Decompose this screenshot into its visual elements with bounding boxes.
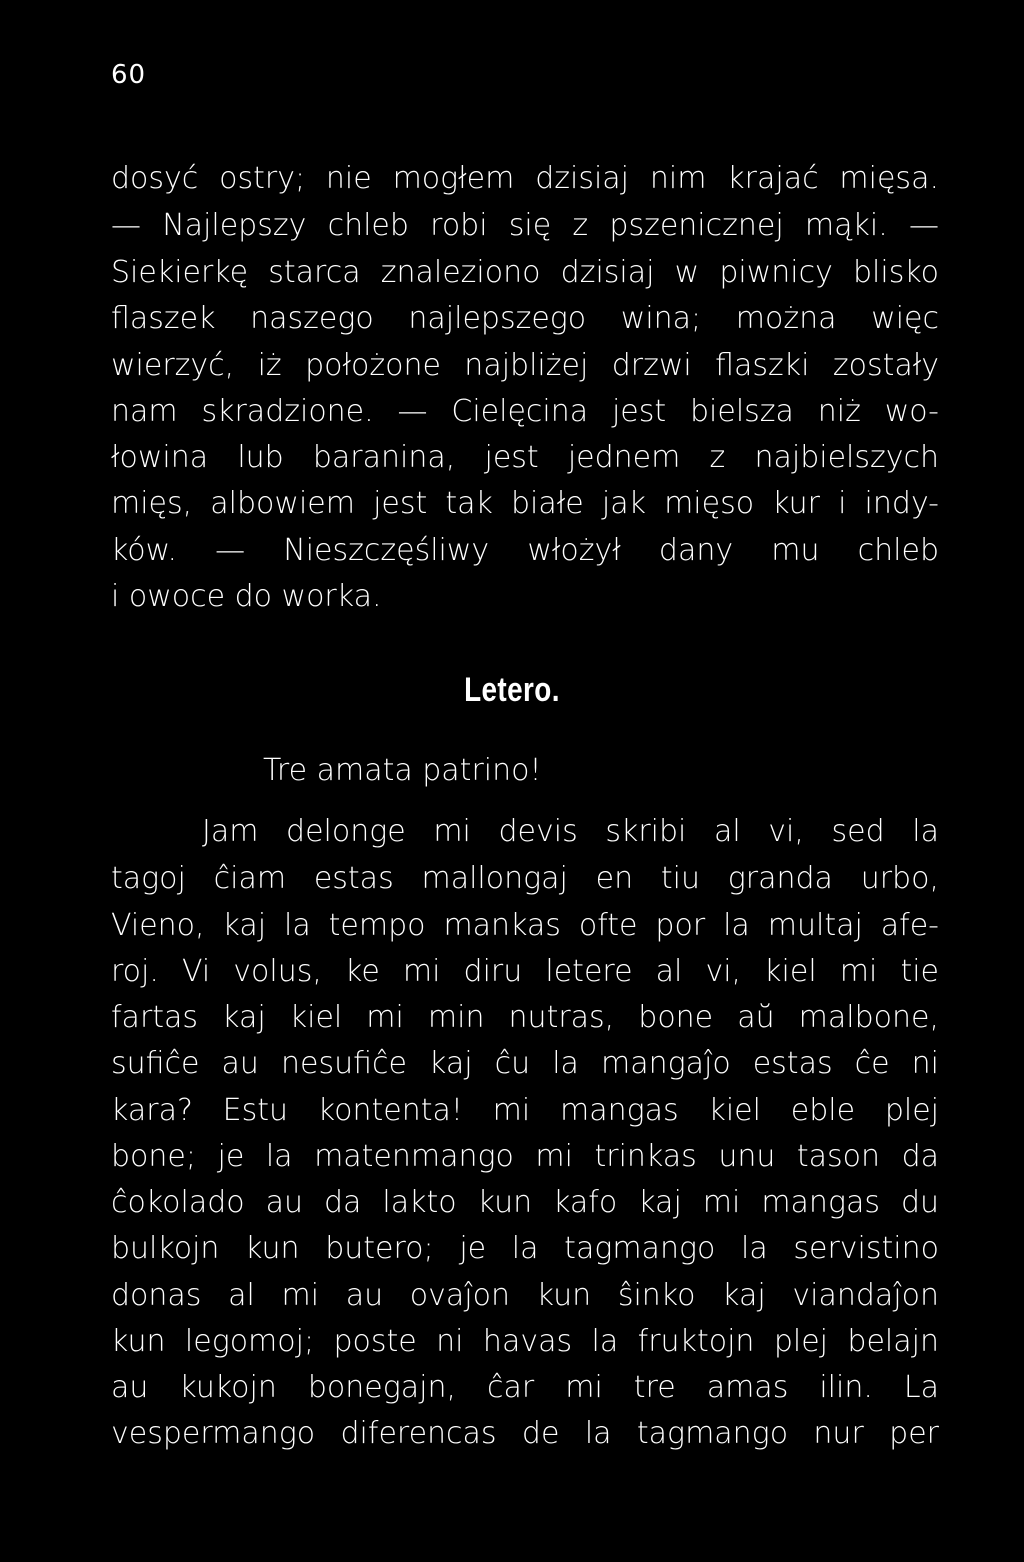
text-line: i owoce do worka. — [111, 579, 382, 614]
text-line: roj. Vi volus, ke mi diru letere al vi, kiel mi tie — [111, 954, 939, 989]
text-line: mięs, albowiem jest tak białe jak mięso kur i indy- — [111, 486, 939, 521]
text-line: nam skradzione. — Cielęcina jest bielsza niż wo- — [111, 394, 939, 429]
text-line: bulkojn kun butero; je la tagmango la servistino — [111, 1231, 939, 1266]
text-line: ĉokolado au da lakto kun kafo kaj mi mangas du — [111, 1185, 939, 1220]
text-line: tagoj ĉiam estas mallongaj en tiu granda urbo, — [111, 861, 939, 896]
text-line: Vieno, kaj la tempo mankas ofte por la multaj afe- — [111, 908, 939, 943]
text-line: — Najlepszy chleb robi się z pszenicznej mąki. — — [111, 208, 939, 243]
text-line: bone; je la matenmango mi trinkas unu tason da — [111, 1139, 939, 1174]
text-line: dosyć ostry; nie mogłem dzisiaj nim krajać mięsa. — [111, 161, 939, 196]
text-line: kara? Estu kontenta! mi mangas kiel eble plej — [111, 1093, 939, 1128]
text-line: Jam delonge mi devis skribi al vi, sed la — [202, 814, 939, 849]
text-line: flaszek naszego najlepszego wina; można więc — [111, 301, 939, 336]
page-number: 60 — [111, 60, 147, 90]
text-line: łowina lub baranina, jest jednem z najbielszych — [111, 440, 939, 475]
text-line: vespermango diferencas de la tagmango nur per — [111, 1416, 939, 1451]
section-heading: Letero. — [464, 671, 560, 709]
text-line: fartas kaj kiel mi min nutras, bone aŭ malbone, — [111, 1000, 939, 1035]
text-line: au kukojn bonegajn, ĉar mi tre amas ilin. La — [111, 1370, 939, 1405]
text-line: kun legomoj; poste ni havas la fruktojn plej belajn — [111, 1324, 939, 1359]
text-line: donas al mi au ovaĵon kun ŝinko kaj viandaĵon — [111, 1278, 939, 1313]
text-line: wierzyć, iż położone najbliżej drzwi flaszki zostały — [111, 348, 939, 383]
text-line: ków. — Nieszczęśliwy włożył dany mu chleb — [111, 533, 939, 568]
text-line: Siekierkę starca znaleziono dzisiaj w piwnicy blisko — [111, 255, 939, 290]
text-line: sufiĉe au nesufiĉe kaj ĉu la mangaĵo estas ĉe ni — [111, 1046, 939, 1081]
letter-salutation: Tre amata patrino! — [263, 753, 542, 788]
